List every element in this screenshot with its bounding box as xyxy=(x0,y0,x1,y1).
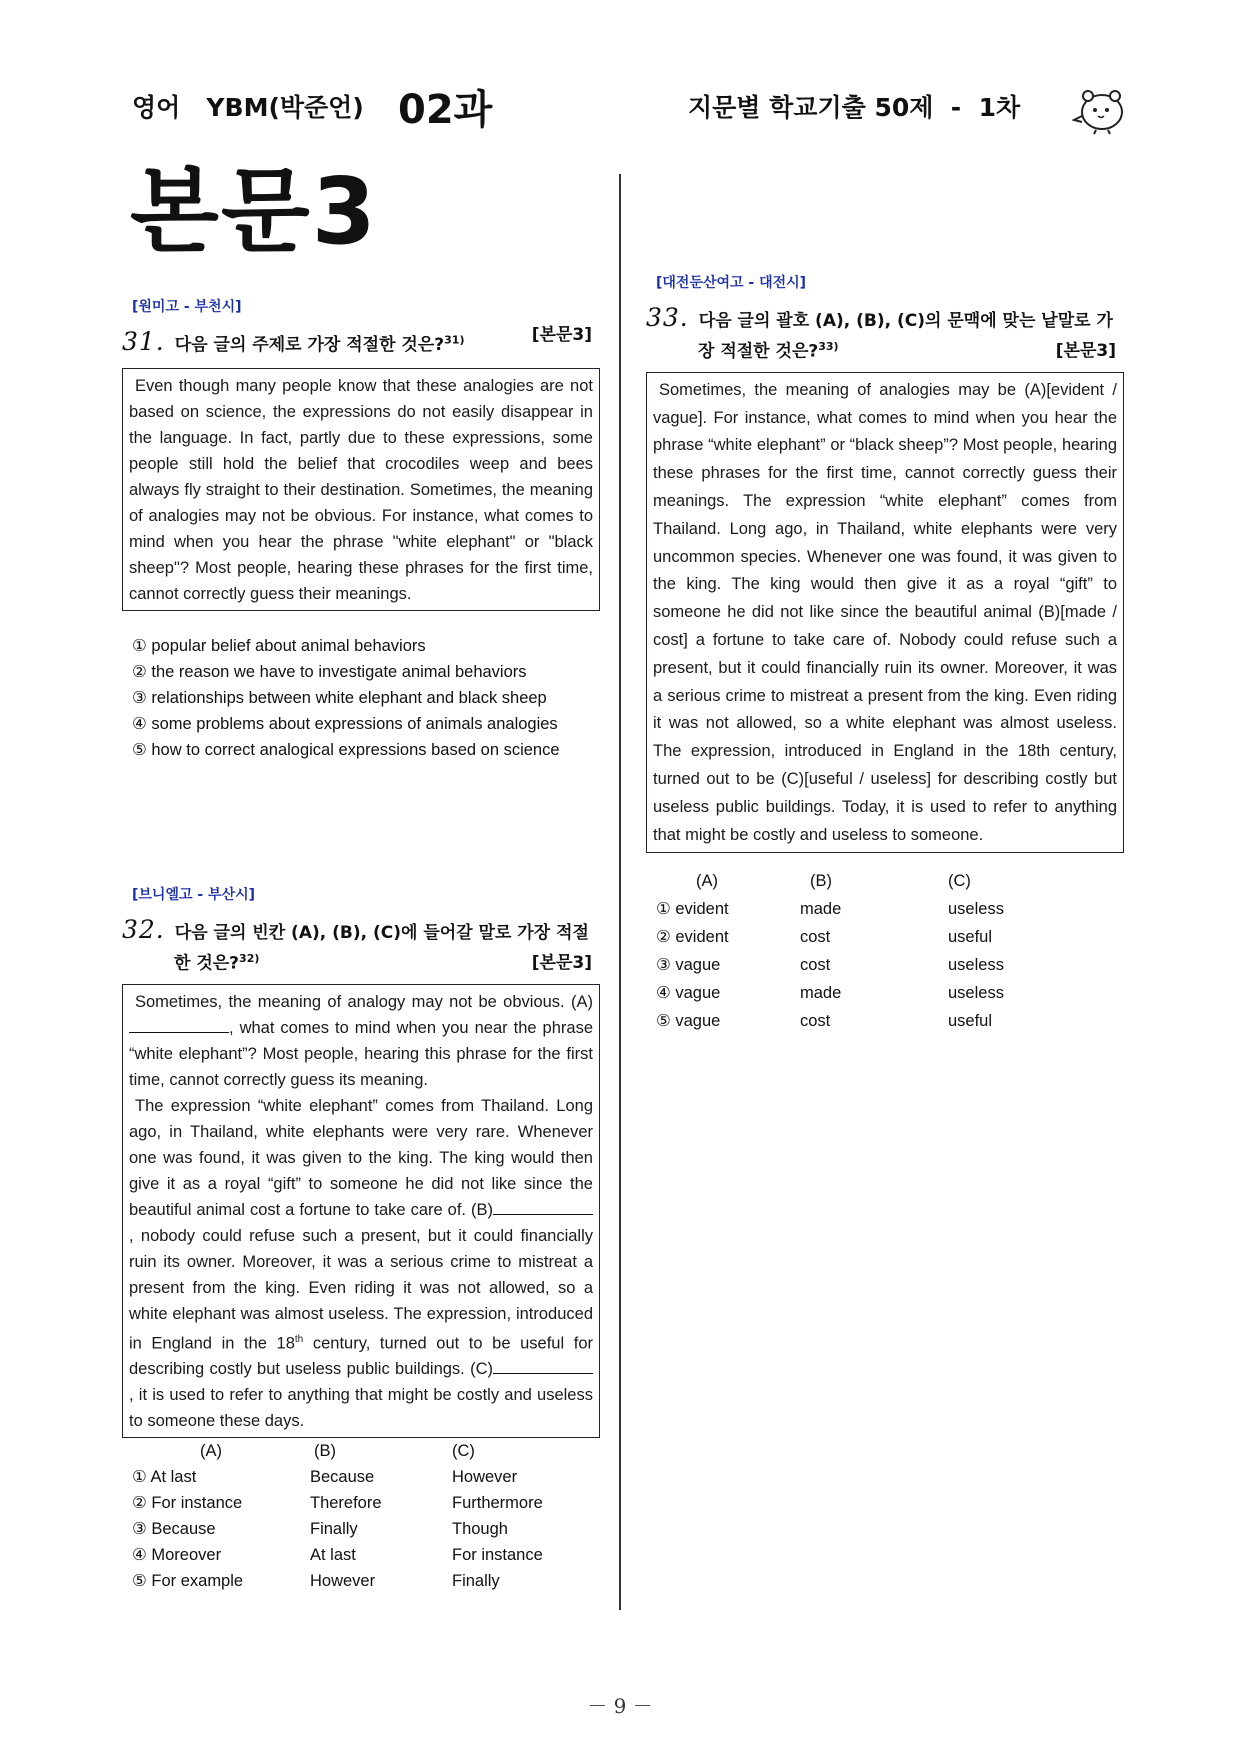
cell-b: made xyxy=(800,984,842,1003)
question-number: 32. xyxy=(122,915,165,944)
cell-b: At last xyxy=(310,1546,356,1565)
question-text-line2: 장 적절한 것은? xyxy=(698,341,819,362)
answer-table xyxy=(646,867,1124,1035)
ordinal-suffix: th xyxy=(294,1333,304,1345)
cell-a: ④ Moreover xyxy=(132,1546,222,1565)
cell-b: Therefore xyxy=(310,1494,382,1513)
answer-row-1[interactable] xyxy=(132,1464,600,1490)
cell-b: cost xyxy=(800,928,831,947)
question-33 xyxy=(646,272,1124,1035)
answer-row-4[interactable] xyxy=(132,1542,600,1568)
passage-box xyxy=(122,984,600,1439)
cell-a: ② evident xyxy=(656,928,729,947)
question-source: [원미고 - 부천시] xyxy=(132,299,242,315)
option-1[interactable]: ① popular belief about animal behaviors xyxy=(132,637,426,655)
footnote-mark: 31) xyxy=(444,333,465,347)
passage-box xyxy=(646,372,1124,854)
blank-a xyxy=(129,1016,229,1033)
cell-c: useless xyxy=(948,956,1004,975)
blank-a-label: (A) xyxy=(571,992,593,1011)
question-source: [대전둔산여고 - 대전시] xyxy=(656,275,807,291)
cell-a: ③ Because xyxy=(132,1520,216,1539)
option-4[interactable]: ④ some problems about expressions of animals analogies xyxy=(132,715,558,733)
subject-label: 영어 YBM(박준언) xyxy=(132,93,364,122)
option-3[interactable]: ③ relationships between white elephant and black sheep xyxy=(132,689,547,707)
cell-b: Finally xyxy=(310,1520,358,1539)
question-32 xyxy=(122,884,600,1594)
passage-tag: [본문3] xyxy=(1055,341,1116,361)
passage-tag: [본문3] xyxy=(531,953,592,973)
cell-b: made xyxy=(800,900,842,919)
column-divider xyxy=(619,174,621,1610)
passage-sentence: The expression “white elephant” comes from Thailand. Long ago, in Thailand, white elephants were very rare. Whenever one was found, it was given to the king. The king would then give it as a royal “gift” to someone he did not like since the beautiful animal cost a fortune to take care of. (B) xyxy=(129,1096,593,1219)
answer-table-header xyxy=(132,1438,600,1464)
question-number: 31. xyxy=(122,327,165,356)
cell-a: ① At last xyxy=(132,1468,197,1487)
passage-sentence: , it is used to refer to anything that might be costly and useless to someone these days. xyxy=(129,1386,593,1431)
cell-c: Finally xyxy=(452,1572,500,1591)
passage-tag: [본문3] xyxy=(531,325,592,345)
answer-row-5[interactable] xyxy=(132,1568,600,1594)
passage-sentence: century, turned out to be useful for describing costly but useless public buildings. (C) xyxy=(129,1334,593,1379)
answer-row-2[interactable] xyxy=(656,923,1124,951)
cell-b: cost xyxy=(800,956,831,975)
answer-table-header xyxy=(656,867,1124,895)
passage-sentence: Sometimes, the meaning of analogy may not be obvious. xyxy=(135,992,565,1011)
blank-c xyxy=(493,1357,593,1374)
footnote-mark: 33) xyxy=(818,340,839,353)
answer-row-2[interactable] xyxy=(132,1490,600,1516)
cell-a: ② For instance xyxy=(132,1494,243,1513)
question-stem xyxy=(646,298,1124,338)
question-stem xyxy=(122,322,600,362)
passage-sentence: , what comes to mind when you near the phrase “white elephant”? Most people, hearing this phrase for the first time, cannot correctly guess its meaning. xyxy=(129,1018,593,1089)
question-text-line1: 다음 글의 빈칸 (A), (B), (C)에 들어갈 말로 가장 적절 xyxy=(174,923,589,943)
answer-row-3[interactable] xyxy=(656,951,1124,979)
cell-c: useless xyxy=(948,900,1004,919)
option-2[interactable]: ② the reason we have to investigate animal behaviors xyxy=(132,663,527,681)
cell-a: ⑤ vague xyxy=(656,1012,721,1031)
passage-text: Even though many people know that these analogies are not based on science, the expressions do not easily disappear in the language. In fact, partly due to these expressions, some people still hold the belief that crocodiles weep and bees always fly straight to their destination. Sometimes, the meaning of analogies may not be obvious. For instance, what comes to mind when you hear the phrase "white elephant" or "black sheep"? Most people, hearing these phrases for the first time, cannot correctly guess their meanings. xyxy=(129,377,593,603)
passage-box xyxy=(122,368,600,611)
question-stem-line2 xyxy=(646,338,1124,366)
document-title: 지문별 학교기출 50제 - 1차 xyxy=(688,93,1021,122)
question-number: 33. xyxy=(646,303,689,332)
question-source: [브니엘고 - 부산시] xyxy=(132,887,256,903)
question-31 xyxy=(122,296,600,763)
cell-a: ③ vague xyxy=(656,956,721,975)
passage-sentence: , nobody could refuse such a present, but it could financially ruin its owner. Moreover, it was a serious crime to mistreat a present from the king. Even riding it was not allowed, so a white elephant was almost useless. The expression, introduced in England in the 18 xyxy=(129,1226,593,1353)
cell-c: However xyxy=(452,1468,518,1487)
cell-b: cost xyxy=(800,1012,831,1031)
cell-a: ⑤ For example xyxy=(132,1572,244,1591)
answer-row-4[interactable] xyxy=(656,979,1124,1007)
cell-c: useful xyxy=(948,928,993,947)
cell-b: Because xyxy=(310,1468,375,1487)
column-a-header: (A) xyxy=(696,872,718,891)
section-title: 본문3 xyxy=(130,158,378,265)
passage-text: Sometimes, the meaning of analogies may be (A)[evident / vague]. For instance, what comes to mind when you hear the phrase “white elephant” or “black sheep”? Most people, hearing these phrases for the first time, cannot correctly guess their meanings. The expression “white elephant” comes from Thailand. Long ago, in Thailand, white elephants were very uncommon species. Whenever one was found, it was given to the king. The king would then give it as a royal “gift” to someone he did not like since the beautiful animal (B)[made / cost] a fortune to take care of. Nobody could refuse such a present, but it could financially ruin its owner. Moreover, it was a serious crime to mistreat a present from the king. Even riding it was not allowed, so a white elephant was almost useless. The expression, introduced in England in the 18th century, turned out to be (C)[useful / useless] for describing costly but useless public buildings. Today, it is used to refer to anything that might be costly and useless to someone. xyxy=(653,380,1117,844)
answer-row-1[interactable] xyxy=(656,895,1124,923)
cell-c: useful xyxy=(948,1012,993,1031)
footnote-mark: 32) xyxy=(239,952,260,965)
question-text: 다음 글의 주제로 가장 적절한 것은? xyxy=(174,335,445,355)
column-b-header: (B) xyxy=(810,872,832,891)
question-stem-line2 xyxy=(122,950,600,978)
answer-row-5[interactable] xyxy=(656,1007,1124,1035)
cell-c: Though xyxy=(452,1520,508,1539)
answer-row-3[interactable] xyxy=(132,1516,600,1542)
lesson-label: 02과 xyxy=(398,87,493,133)
column-a-header: (A) xyxy=(200,1442,222,1461)
cell-c: For instance xyxy=(452,1546,543,1565)
cell-c: Furthermore xyxy=(452,1494,543,1513)
passage-paragraph-1 xyxy=(129,989,593,1093)
blank-b xyxy=(493,1198,593,1215)
question-stem xyxy=(122,910,600,950)
cell-a: ④ vague xyxy=(656,984,721,1003)
option-5[interactable]: ⑤ how to correct analogical expressions based on science xyxy=(132,741,560,759)
column-b-header: (B) xyxy=(314,1442,336,1461)
cell-c: useless xyxy=(948,984,1004,1003)
question-text-line1: 다음 글의 괄호 (A), (B), (C)의 문맥에 맞는 낱말로 가 xyxy=(698,311,1113,331)
cell-a: ① evident xyxy=(656,900,729,919)
passage-paragraph-2 xyxy=(129,1093,593,1435)
cell-b: However xyxy=(310,1572,376,1591)
mascot-icon xyxy=(1072,86,1128,136)
answer-options xyxy=(122,633,600,763)
question-text-line2: 한 것은? xyxy=(174,953,240,974)
page-number: － 9 － xyxy=(587,1694,653,1718)
column-c-header: (C) xyxy=(452,1442,475,1461)
answer-table xyxy=(122,1438,600,1594)
column-c-header: (C) xyxy=(948,872,971,891)
